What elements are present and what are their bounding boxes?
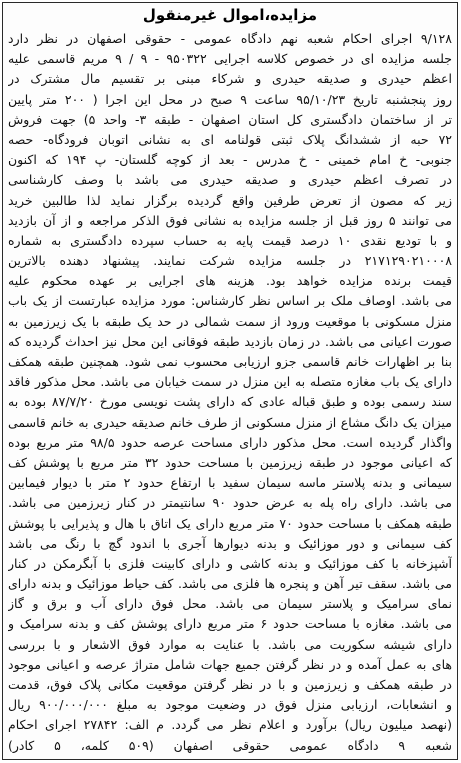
notice-line: روز پنجشنبه تاریخ ۹۵/۱۰/۲۳ ساعت ۹ صبح در محل این اجرا ( ۲۰۰ متر پایین (8, 91, 452, 107)
notice-line: سیمانی و بدنه پلاستر ماسه سیمان سفید با ارتفاع حدود ۲ متر با دیوار فیمابین (8, 475, 452, 491)
notice-line: سند رسمی بوده و طبق قباله عادی که دارای پشت نویسی مورخ ۸۷/۷/۲۰ بوده به (8, 394, 452, 410)
notice-line: نمای سرامیک و پلاستر سیمان می باشد. محل فوق دارای آب و برق و گاز (8, 596, 452, 612)
notice-line: دارای شیشه سکوریت می باشد. با عنایت به موارد فوق الاشعار و با بررسی (8, 636, 452, 652)
notice-line: جلسه مزایده ای در خصوص کلاسه اجرایی ۹۵۰۳۲۲ - ۹ / ۹ مریم قاسمی علیه (8, 51, 452, 67)
notice-line: ۲۱۷۱۲۹۰۲۱۰۰۰۸ در جلسه مزایده شرکت نمایند. پیشنهاد دهنده بالاترین (8, 253, 452, 269)
notice-line: صورت اعیانی می باشد. در زمان بازدید طبقه فوقانی این محل نیز احداث گردیده که (8, 333, 452, 349)
notice-body (8, 29, 452, 756)
notice-line: ۷۲ حبه از ششدانگ پلاک ثبتی قولنامه ای به نشانی اتوبان فرودگاه- حصه (8, 131, 452, 147)
notice-line: تر از ساختمان دادگستری کل استان اصفهان - طبقه ۳- واحد ۵) جهت فروش (8, 111, 452, 127)
notice-line: می باشد. سقف تیر آهن و پنجره ها فلزی می باشد. کف حیاط موزائیک و بدنه دارای (8, 576, 452, 592)
notice-sheet (2, 2, 458, 760)
notice-line: بنا بر اظهارات خانم قاسمی جزو ارزیابی محسوب نمی شود. همچنین طبقه همکف (8, 354, 452, 369)
notice-line: و با تودیع نقدی ۱۰ درصد قیمت پایه به حساب سپرده دادگستری به شماره (8, 232, 452, 248)
notice-line: می باشد. مغازه با مساحت حدود ۶ متر مربع دارای پوشش کف و بدنه سرامیک و (8, 616, 452, 632)
notice-line: طبقه همکف با مساحت حدود ۷۰ متر مربع دارای یک اتاق با هال و پذیرایی با پوشش (8, 515, 452, 531)
notice-line: آشپزخانه با کف موزائیک و بدنه کاشی و دارای کابینت فلزی با آبگرمکن در کنار (8, 555, 452, 571)
notice-line: در تصرف اعظم حیدری و صدیقه حیدری می باشد با وصف کارشناسی (8, 172, 452, 188)
notice-line: منزل مسکونی با موقعیت ورود از سمت شمالی در حد یک طبقه با یک زیرزمین به (8, 313, 452, 329)
notice-line: که اعیانی موجود در طبقه زیرزمین با مساحت حدود ۳۲ متر مربع با پوشش کف (8, 454, 452, 470)
notice-line: می توانند ۵ روز قبل از جلسه مزایده به نشانی فوق الذکر مراجعه و از آن بازدید (8, 212, 452, 228)
notice-line: واگذار گردیده است. محل مذکور دارای مساحت عرصه حدود ۹۸/۵ متر مربع بوده (8, 434, 452, 450)
notice-line: و انشعابات، ارزیابی منزل فوق در وضعیت موجود به مبلغ ۹۰۰/۰۰۰/۰۰۰ ریال (8, 697, 452, 713)
notice-line: اعظم حیدری و صدیقه حیدری و شرکاء مبنی بر تقسیم مال مشترک در (8, 71, 452, 87)
notice-line: های به عمل آمده و در نظر گرفتن جمیع جهات شامل متراژ عرصه و اعیانی موجود (8, 656, 452, 672)
notice-title: مزایده،اموال غیرمنقول (142, 6, 318, 24)
notice-line: میزان یک دانگ مشاع از منزل مسکونی از طرف خانم صدیقه حیدری به خانم قاسمی (8, 414, 452, 430)
notice-line: می باشد. اوصاف ملک بر اساس نظر کارشناس: مورد مزایده عبارتست از یک باب (8, 293, 452, 309)
notice-line: می باشد. دارای راه پله به عرض حدود ۹۰ سانتیمتر در کنار زیرزمین می باشد. (8, 495, 452, 511)
notice-line: در طبقه همکف و زیرزمین و با در نظر گرفتن موقعیت مکانی پلاک فوق، قدمت (8, 677, 452, 692)
notice-line: ۹/۱۲۸ اجرای احکام شعبه نهم دادگاه عمومی - حقوقی اصفهان در نظر دارد (8, 31, 452, 46)
notice-line: کف سیمانی و دور موزائیک و بدنه دیوارها آجری با اندود گچ با رنگ می باشد (8, 535, 452, 551)
notice-line: شعبه ۹ دادگاه عمومی حقوقی اصفهان (۵۰۹ کلمه، ۵ کادر) (8, 737, 452, 753)
notice-line: زیر که مصون از تعرض طرفین واقع گردیده برگزار نماید لذا طالبین خرید (8, 192, 452, 208)
notice-line: دارای یک باب مغازه متصله به این منزل در سمت خیابان می باشد. محل مذکور فاقد (8, 374, 452, 390)
notice-line: جنوبی- خ امام خمینی - خ مدرس - بعد از کوچه گلستان- پ ۱۹۴ که اکنون (8, 152, 452, 168)
notice-line: (نهصد میلیون ریال) برآورد و اعلام نظر می گردد. م الف: ۲۷۸۴۲ اجرای احکام (8, 717, 452, 733)
notice-line: قیمت برنده مزایده خواهد بود. هزینه های اجرایی بر عهده محکوم علیه (8, 273, 452, 289)
